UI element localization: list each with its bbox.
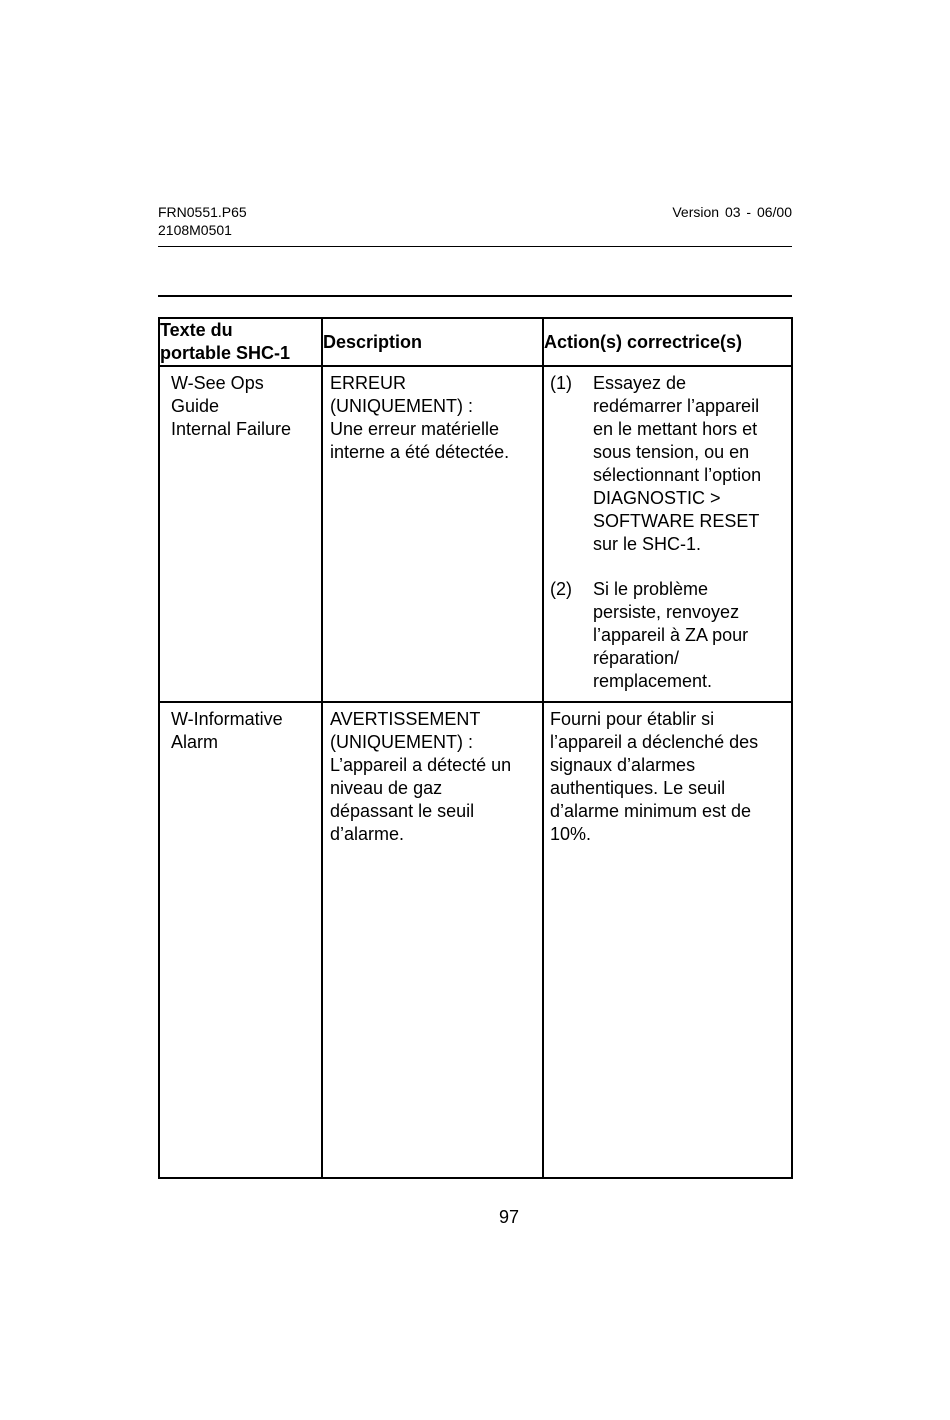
cell-text: W-See Ops Guide Internal Failure: [159, 366, 322, 702]
doc-code: 2108M0501: [158, 222, 232, 238]
column-header-description: Description: [322, 318, 543, 366]
troubleshooting-table: [158, 317, 793, 1179]
cell-actions: [543, 366, 792, 702]
header-left: [158, 203, 247, 239]
table-header-row: [159, 318, 792, 366]
cell-actions: Fourni pour établir si l’appareil a déclenché des signaux d’alarmes authentiques. Le seuil d’alarme minimum est de 10%.: [543, 702, 792, 1178]
section-divider: [158, 295, 792, 297]
action-step: [550, 578, 785, 693]
file-name: FRN0551.P65: [158, 204, 247, 220]
step-number: (2): [550, 579, 572, 599]
version-label: Version 03 - 06/00: [672, 204, 792, 220]
table-row: [159, 366, 792, 702]
header-divider: [158, 246, 792, 247]
table-row: [159, 702, 792, 1178]
cell-description: ERREUR (UNIQUEMENT) : Une erreur matérielle interne a été détectée.: [322, 366, 543, 702]
step-text: Si le problème persiste, renvoyez l’appareil à ZA pour réparation/ remplacement.: [593, 579, 749, 691]
cell-text: W-Informative Alarm: [159, 702, 322, 1178]
column-header-text: Texte du portable SHC-1: [159, 318, 322, 366]
step-number: (1): [550, 373, 572, 393]
column-header-actions: Action(s) correctrice(s): [543, 318, 792, 366]
cell-description: AVERTISSEMENT (UNIQUEMENT) : L’appareil a détecté un niveau de gaz dépassant le seuil d’alarme.: [322, 702, 543, 1178]
action-step: [550, 372, 785, 556]
page-number: 97: [498, 1207, 520, 1227]
step-text: Essayez de redémarrer l’appareil en le mettant hors et sous tension, ou en sélectionnant l’option DIAGNOSTIC > SOFTWARE RESET sur le SHC-1.: [593, 373, 762, 554]
